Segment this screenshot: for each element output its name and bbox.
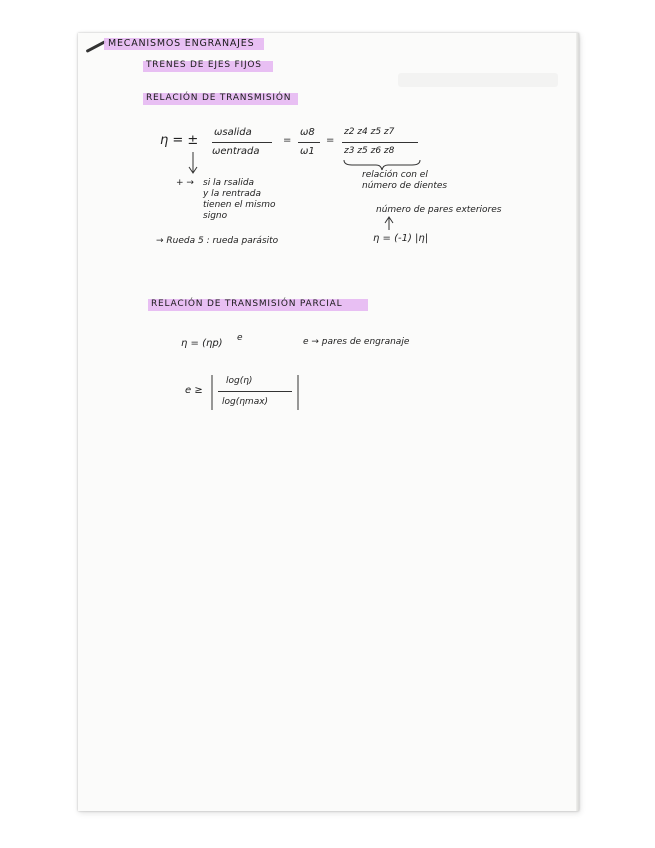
np-formula: η = (ηp) <box>181 338 223 349</box>
wheel-note: → Rueda 5 : rueda parásito <box>156 236 279 246</box>
teeth-note-line-2: número de dientes <box>362 181 448 191</box>
equals-2: = <box>326 135 335 146</box>
sign-note-prefix: + → <box>176 178 194 188</box>
log-denominator: log(ηmax) <box>222 397 269 407</box>
sign-note <box>203 178 276 222</box>
section2-title: RELACIÓN DE TRANSMISIÓN PARCIAL <box>151 299 343 309</box>
fraction3-numerator: z2 z4 z5 z7 <box>344 127 395 137</box>
sign-note-line-4: signo <box>203 211 228 221</box>
brace-under-fraction <box>344 160 420 170</box>
teeth-note <box>362 170 447 192</box>
fraction1-numerator: ωsalida <box>214 127 252 138</box>
fraction1-denominator: ωentrada <box>212 146 260 157</box>
main-heading: MECANISMOS ENGRANAJES <box>108 38 255 49</box>
log-fraction-line <box>218 391 292 392</box>
sign-note-line-1: si la rsalida <box>203 178 255 188</box>
eta-symbol: η = ± <box>160 133 199 148</box>
e-note: e → pares de engranaje <box>303 337 410 347</box>
fraction3-denominator: z3 z5 z6 z8 <box>344 146 395 156</box>
fraction2-numerator: ω8 <box>300 127 315 138</box>
equals-1: = <box>283 135 292 146</box>
log-numerator: log(η) <box>226 376 253 386</box>
section1-title: RELACIÓN DE TRANSMISIÓN <box>146 93 292 103</box>
teeth-note-line-1: relación con el <box>362 170 428 180</box>
np-exponent: e <box>237 333 243 343</box>
sign-note-line-3: tienen el mismo <box>203 200 276 210</box>
sign-note-line-2: y la rentrada <box>203 189 261 199</box>
fraction2-denominator: ω1 <box>300 146 315 157</box>
sub-heading: TRENES DE EJES FIJOS <box>146 60 262 70</box>
pairs-note: número de pares exteriores <box>376 205 502 215</box>
e-lhs: e ≥ <box>185 385 203 396</box>
sign-formula: η = (-1) |η| <box>373 233 429 244</box>
